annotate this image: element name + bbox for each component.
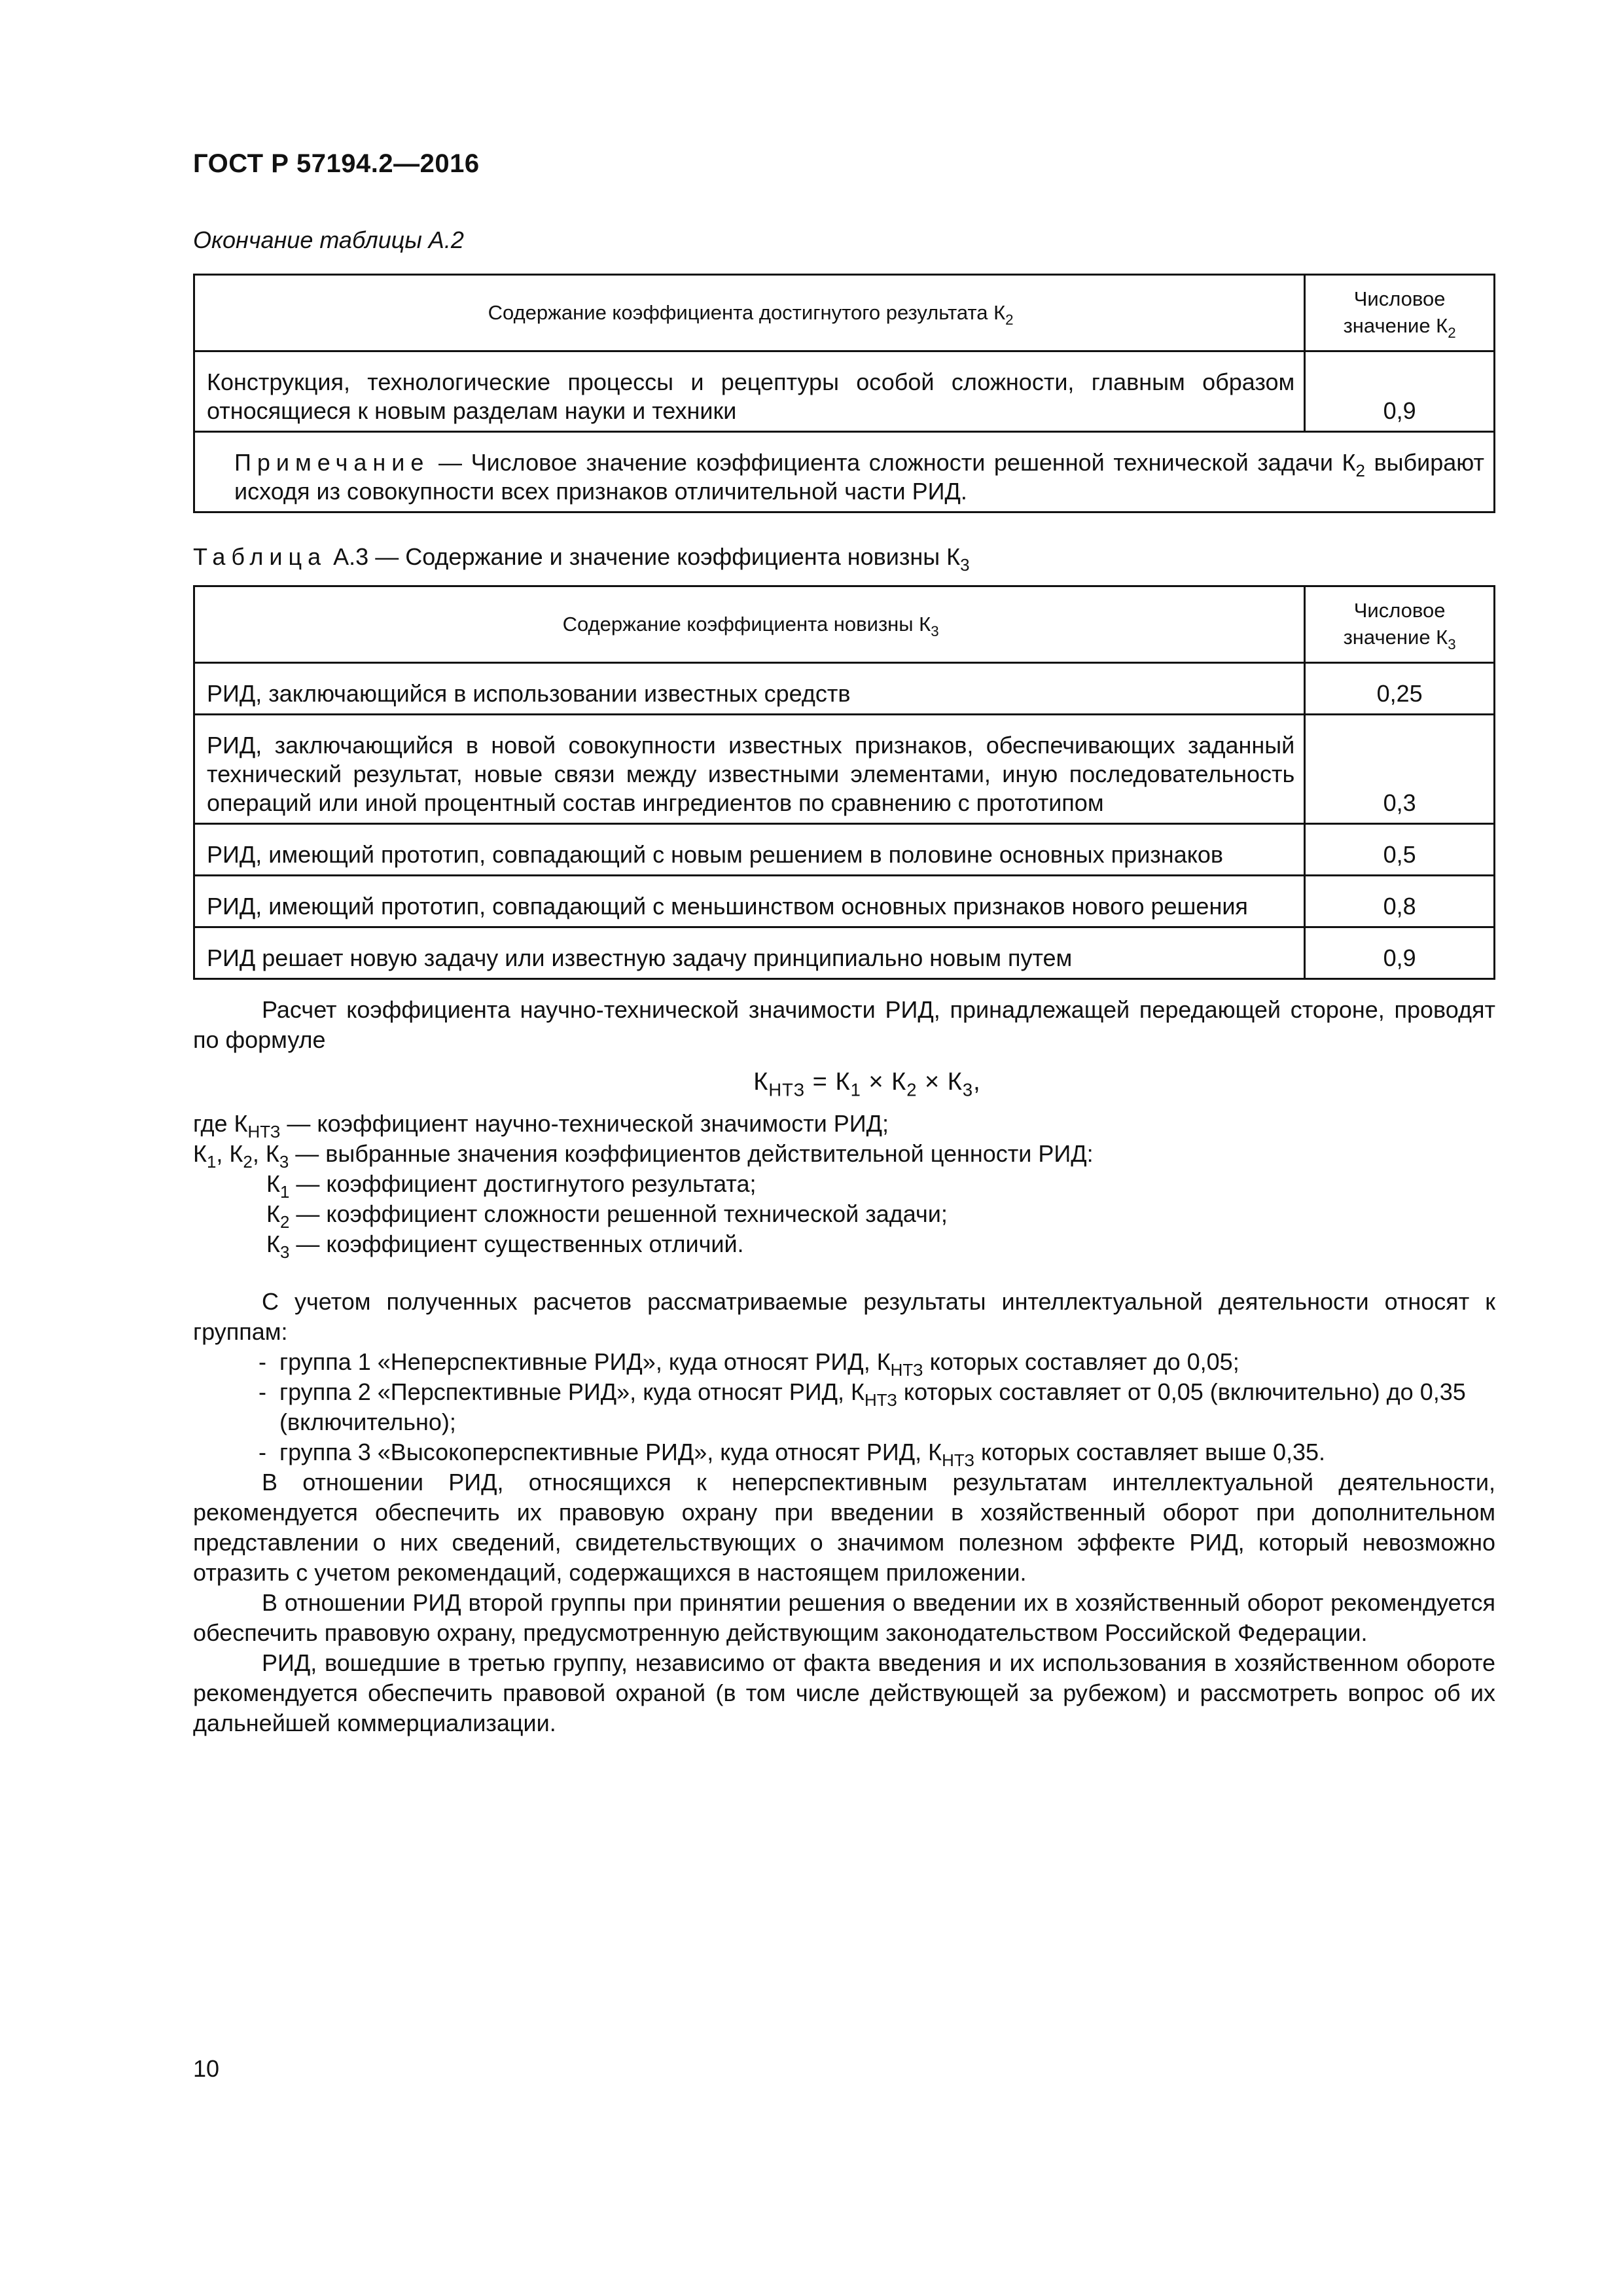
row-content: РИД, имеющий прототип, совпадающий с меньшинством основных признаков нового решения	[194, 876, 1305, 927]
table-note-row	[194, 432, 1495, 512]
definition-k-all: $К_1$, $К_2$, $К_3$ — выбранные значения коэффициентов действительной ценности РИД:	[193, 1140, 1094, 1172]
row-content: РИД, имеющий прототип, совпадающий с новым решением в половине основных признаков	[194, 824, 1305, 876]
table-header-row	[194, 586, 1495, 663]
row-content: РИД, заключающийся в использовании известных средств	[194, 663, 1305, 715]
row-value: 0,3	[1305, 715, 1495, 824]
row-value: 0,25	[1305, 663, 1495, 715]
document-code-header: ГОСТ Р 57194.2—2016	[193, 149, 480, 178]
row-content: Конструкция, технологические процессы и рецептуры особой сложности, главным образом относящиеся к новым разделам науки и техники	[194, 351, 1305, 432]
row-value: 0,5	[1305, 824, 1495, 876]
formula-definitions	[193, 1109, 1495, 1263]
paragraph-third-group: РИД, вошедшие в третью группу, независимо от факта введения и их использования в хозяйственном обороте рекомендуется обеспечить правовой охраной (в том числе действующей за рубежом) и рассмотреть вопрос об их дальнейшей коммерциализации.	[193, 1649, 1495, 1736]
column-header-content: Содержание коэффициента новизны $К_3$	[194, 586, 1305, 663]
table-row	[194, 663, 1495, 715]
row-value: 0,8	[1305, 876, 1495, 927]
definition-k2: $К_2$ — коэффициент сложности решенной технической задачи;	[266, 1200, 948, 1232]
table-a3	[193, 585, 1495, 980]
column-header-content: Содержание коэффициента достигнутого результата $К_2$	[194, 275, 1305, 351]
paragraph-nonperspective: В отношении РИД, относящихся к неперспективным результатам интеллектуальной деятельности, рекомендуется обеспечить их правовую охрану при введении в хозяйственный оборот при дополнительном представлении о них сведений, свидетельствующих о значимом полезном эффекте РИД, который невозможно отразить с учетом рекомендаций, содержащихся в настоящем приложении.	[193, 1469, 1495, 1586]
table-row	[194, 824, 1495, 876]
table-row	[194, 351, 1495, 432]
column-header-value: Числовое значение $К_2$	[1305, 275, 1495, 351]
table-a3-caption: Таблица А.3 — Содержание и значение коэффициента новизны $К_3$	[193, 543, 970, 575]
table-row	[194, 715, 1495, 824]
definition-k1: $К_1$ — коэффициент достигнутого результата;	[266, 1170, 757, 1202]
paragraph-second-group: В отношении РИД второй группы при принятии решения о введении их в хозяйственный оборот рекомендуется обеспечить правовую охрану, предусмотренную действующим законодательством Российской Федерации.	[193, 1589, 1495, 1646]
groups-list	[193, 1347, 1495, 1471]
table-a2-end	[193, 274, 1495, 513]
formula: $К_{НТЗ} = К_1 \times К_2 \times К_3$,	[753, 1068, 981, 1100]
paragraph-groups: С учетом полученных расчетов рассматриваемые результаты интеллектуальной деятельности относят к группам:	[193, 1288, 1495, 1345]
list-item-group-2: - группа 2 «Перспективные РИД», куда относят РИД, $К_{НТЗ}$ которых составляет от 0,05 (включительно) до 0,35 (включительно);	[259, 1377, 1495, 1437]
page-number: 10	[193, 2055, 220, 2082]
table-header-row	[194, 275, 1495, 351]
row-value: 0,9	[1305, 927, 1495, 979]
list-item-group-3: - группа 3 «Высокоперспективные РИД», куда относят РИД, $К_{НТЗ}$ которых составляет выше 0,35.	[259, 1437, 1495, 1467]
table-a2-continuation-caption: Окончание таблицы А.2	[193, 226, 464, 253]
table-row	[194, 927, 1495, 979]
row-content: РИД, заключающийся в новой совокупности известных признаков, обеспечивающих заданный технический результат, новые связи между известными элементами, иную последовательность операций или иной процентный состав ингредиентов по сравнению с прототипом	[194, 715, 1305, 824]
definition-k3: $К_3$ — коэффициент существенных отличий.	[266, 1230, 744, 1263]
row-value: 0,9	[1305, 351, 1495, 432]
table-note: Примечание — Числовое значение коэффициента сложности решенной технической задачи $К_2$ выбирают исходя из совокупности всех признаков отличительной части РИД.	[194, 432, 1495, 512]
spacer	[193, 1259, 1495, 1287]
table-row	[194, 876, 1495, 927]
column-header-value: Числовое значение $К_3$	[1305, 586, 1495, 663]
body-text	[193, 995, 1495, 1738]
row-content: РИД решает новую задачу или известную задачу принципиально новым путем	[194, 927, 1305, 979]
list-item-group-1: - группа 1 «Неперспективные РИД», куда относят РИД, $К_{НТЗ}$ которых составляет до 0,05;	[259, 1347, 1495, 1377]
definition-knt: где $К_{НТЗ}$ — коэффициент научно-технической значимости РИД;	[193, 1110, 889, 1142]
paragraph-calculation: Расчет коэффициента научно-технической значимости РИД, принадлежащей передающей стороне, проводят по формуле	[193, 996, 1495, 1053]
